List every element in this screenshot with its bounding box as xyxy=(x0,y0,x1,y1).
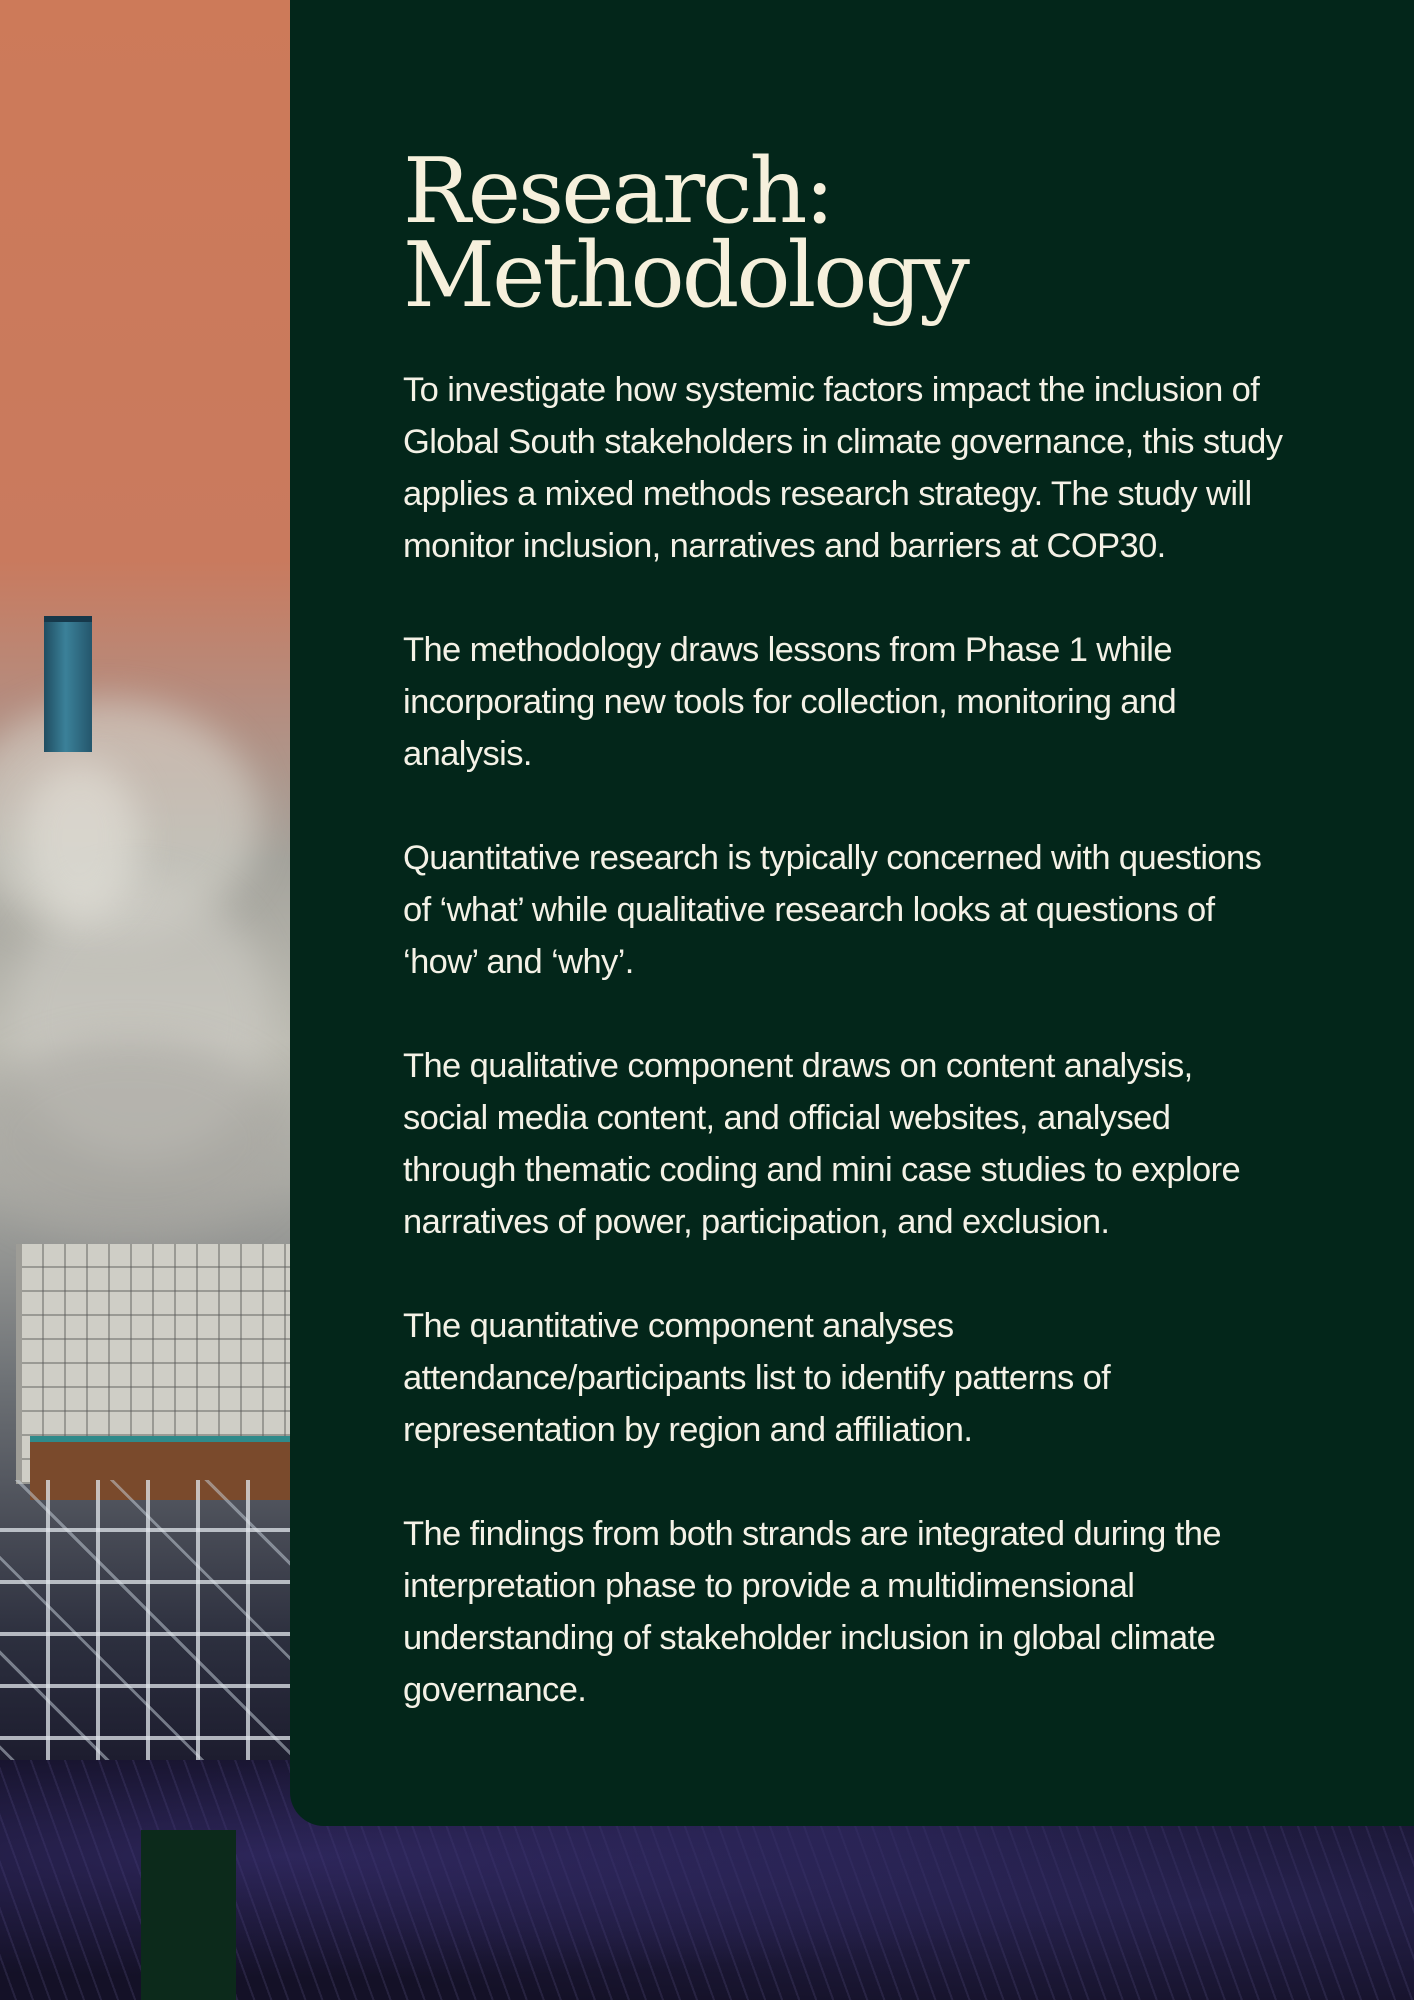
page-title-line: Methodology xyxy=(403,223,967,328)
steam-cloud xyxy=(20,760,140,920)
chimney-stack xyxy=(44,616,92,752)
paragraph-quantitative-component: The quantitative component analyses attendance/participants list to identify patterns of representation by region and affiliation. xyxy=(403,1307,1111,1449)
page-title-line: Research: xyxy=(403,139,832,244)
paragraph-integration: The findings from both strands are integrated during the interpretation phase to provide a multidimensional understanding of stakeholder inclusion in global climate governance. xyxy=(403,1515,1221,1709)
paragraph-qualitative-component: The qualitative component draws on content analysis, social media content, and official websites, analysed through thematic coding and mini case studies to explore narratives of power, participation, and exclusion. xyxy=(403,1047,1241,1241)
paragraph-study-overview: To investigate how systemic factors impact the inclusion of Global South stakeholders in climate governance, this study applies a mixed methods research strategy. The study will monitor inclusion, narratives and barriers at COP30. xyxy=(403,371,1283,565)
paragraph-phase-lessons: The methodology draws lessons from Phase 1 while incorporating new tools for collection, monitoring and analysis. xyxy=(403,631,1177,773)
page-title xyxy=(403,139,1303,328)
decorative-accent-bar xyxy=(141,1830,236,2000)
paragraph-quant-vs-qual: Quantitative research is typically concerned with questions of ‘what’ while qualitative research looks at questions of ‘how’ and ‘why’. xyxy=(403,839,1262,981)
methodology-body xyxy=(403,364,1283,1716)
